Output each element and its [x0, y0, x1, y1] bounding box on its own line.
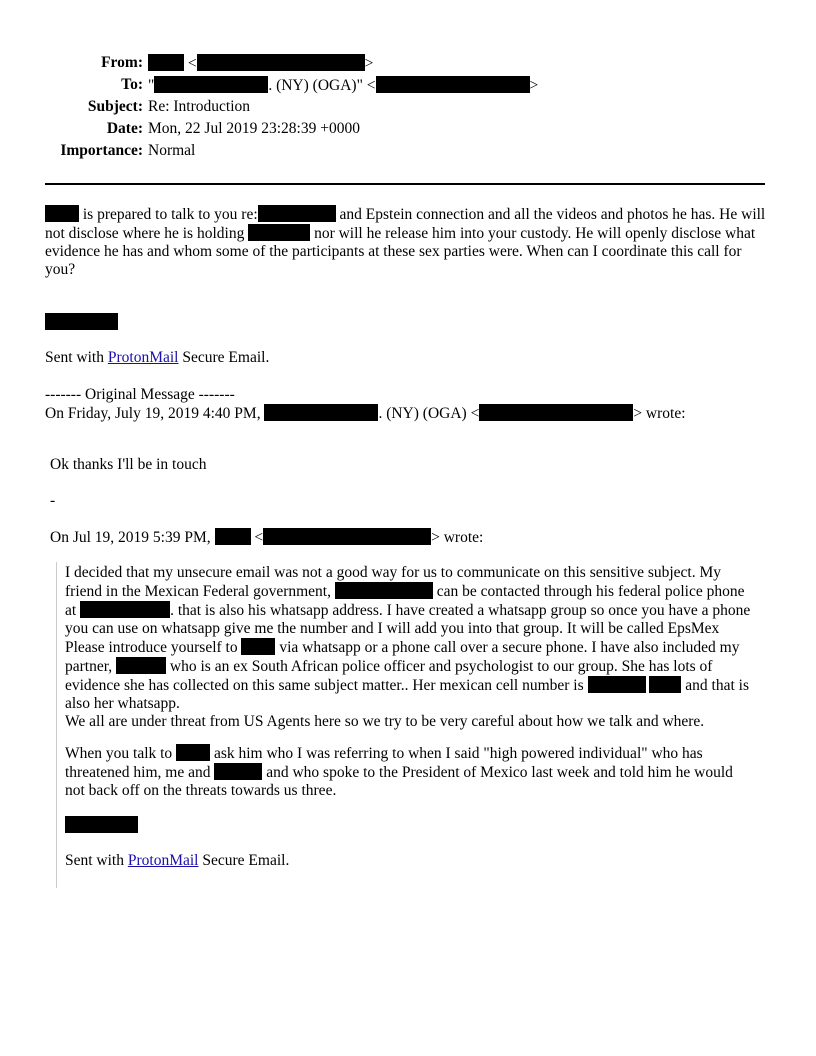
redaction-box	[241, 638, 275, 655]
protonmail-link[interactable]: ProtonMail	[107, 349, 179, 366]
quote-text: We all are under threat from US Agents here so we try to be very careful about how we talk and where.	[65, 713, 705, 730]
to-label: To:	[121, 76, 143, 93]
attribution-org: . (NY) (OGA) <	[378, 405, 480, 422]
quote-text: can be contacted through his federal police phone at	[65, 583, 745, 619]
subject-label: Subject:	[87, 98, 143, 115]
sent-prefix: Sent with	[45, 349, 108, 366]
quote-text: I decided that my unsecure email was not a good way for us to communicate on this sensitive subject. My friend in the Mexican Federal government,	[65, 564, 722, 600]
redaction-box	[215, 528, 251, 545]
original-message-attribution	[45, 404, 686, 423]
quote-text: ask him who I was referring to when I said "high powered individual" who has threatened him, me and	[65, 745, 703, 781]
subject-value: Re: Introduction	[148, 98, 251, 115]
redaction-box	[479, 404, 633, 421]
redaction-box	[376, 76, 530, 93]
redaction-box	[649, 676, 681, 693]
body-text: and Epstein connection and all the videos and photos he has. He will not disclose where he is holding	[45, 206, 766, 242]
redaction-box	[258, 205, 336, 222]
angle-open: <	[187, 55, 197, 72]
redaction-box	[335, 582, 433, 599]
reply-dash: -	[50, 492, 56, 509]
quoted-paragraph	[65, 744, 753, 800]
quote-text: who is an ex South African police officer and psychologist to our group. She has lots of evidence she has collected on this same subject matter.. Her mexican cell number is	[65, 658, 713, 694]
date-value: Mon, 22 Jul 2019 23:28:39 +0000	[148, 120, 360, 137]
attribution-wrote: > wrote:	[633, 405, 686, 422]
sent-suffix: Secure Email.	[198, 852, 290, 869]
signature	[45, 313, 118, 332]
quoted-message	[56, 562, 757, 888]
quote-text: and that is also her whatsapp.	[65, 677, 749, 712]
body-text: is prepared to talk to you re:	[79, 206, 258, 223]
redaction-box	[264, 404, 378, 421]
attribution-wrote: > wrote:	[431, 529, 484, 546]
quote-text: When you talk to	[65, 745, 177, 762]
original-message-marker: ------- Original Message -------	[45, 386, 235, 403]
importance-value: Normal	[148, 142, 196, 159]
redaction-box	[116, 657, 166, 674]
redaction-box	[45, 313, 118, 330]
attribution-text: On Friday, July 19, 2019 4:40 PM,	[45, 405, 265, 422]
quoted-attribution	[50, 528, 483, 547]
sent-prefix: Sent with	[65, 852, 128, 869]
protonmail-link[interactable]: ProtonMail	[127, 852, 199, 869]
quoted-paragraph	[65, 564, 753, 731]
redaction-box	[248, 224, 310, 241]
redaction-box	[263, 528, 431, 545]
sent-suffix: Secure Email.	[178, 349, 270, 366]
quote-text: and who spoke to the President of Mexico last week and told him he would not back off on the threats towards us three.	[65, 764, 733, 799]
to-org: . (NY) (OGA)" <	[268, 77, 376, 94]
angle-close: >	[529, 77, 539, 94]
to-value	[148, 76, 538, 95]
quote-text: . that is also his whatsapp address. I have created a whatsapp group so once you have a phone you can use on whatsapp give me the number and I will add you into that group. It will be called EpsMex Please introduce yourself to	[65, 602, 751, 656]
redaction-box	[154, 76, 268, 93]
angle-open: <	[250, 529, 264, 546]
reply-text: Ok thanks I'll be in touch	[50, 456, 207, 473]
importance-label: Importance:	[60, 142, 143, 159]
to-quote: "	[148, 77, 155, 94]
body-text: nor will he release him into your custody. He will openly disclose what evidence he has and whom some of the participants at these sex parties were. When can I coordinate this call for you?	[45, 225, 756, 278]
redaction-box	[45, 205, 79, 222]
redaction-box	[148, 54, 184, 71]
date-label: Date:	[106, 120, 143, 137]
quoted-sent-with-line	[65, 852, 289, 870]
quoted-signature	[65, 816, 138, 835]
header-divider	[45, 183, 765, 185]
quote-text: via whatsapp or a phone call over a secure phone. I have also included my partner,	[65, 639, 740, 675]
redaction-box	[176, 744, 210, 761]
redaction-box	[588, 676, 646, 693]
redaction-box	[214, 763, 262, 780]
sent-with-line	[45, 349, 269, 367]
angle-close: >	[364, 55, 374, 72]
message-body-paragraph	[45, 205, 767, 279]
from-label: From:	[101, 54, 143, 71]
redaction-box	[65, 816, 138, 833]
attribution-text: On Jul 19, 2019 5:39 PM,	[50, 529, 215, 546]
redaction-box	[197, 54, 365, 71]
from-value	[148, 54, 373, 73]
redaction-box	[80, 601, 170, 618]
